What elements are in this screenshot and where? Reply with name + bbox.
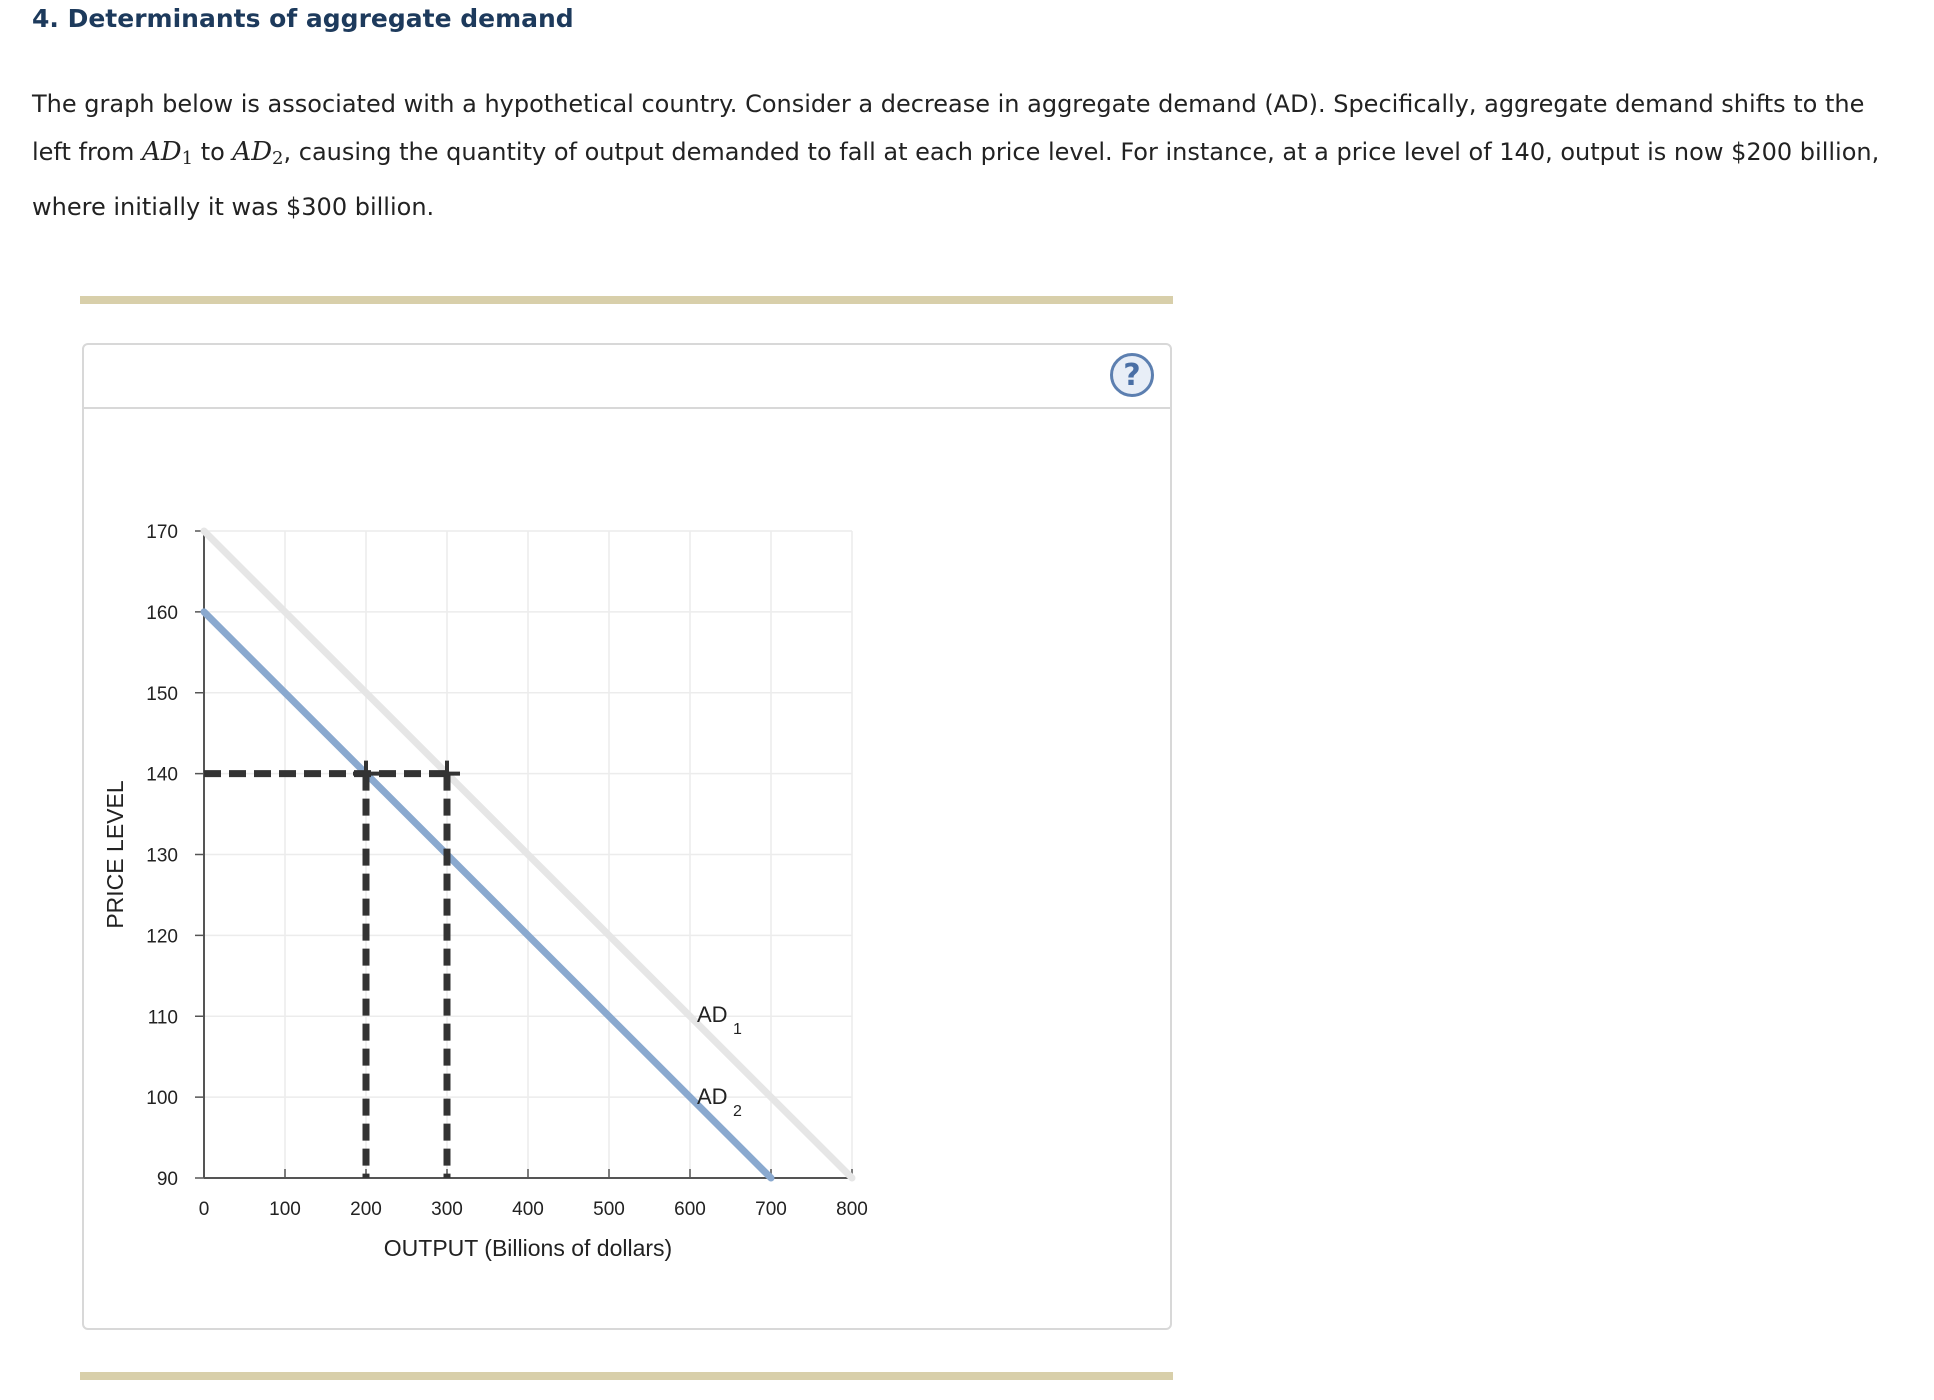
ad1-label: AD (697, 1002, 728, 1027)
intro-text-3: , causing the quantity of output demanded to fall at each price level. For instance, at a price level of 140, output is now $200 billion, where initially it was $300 billion. (32, 138, 1880, 221)
y-tick-label: 100 (146, 1088, 178, 1110)
ad1-label-subscript: 1 (733, 1021, 742, 1038)
x-tick-label: 400 (512, 1199, 544, 1220)
ad1-math: $AD_1$ (141, 137, 194, 169)
ad2-label: AD (697, 1084, 728, 1109)
y-axis-title: PRICE LEVEL (102, 780, 128, 929)
ad2-label-subscript: 2 (733, 1103, 742, 1120)
intro-text-1: The graph below is associated with a hypothetical country. Consider a decrease in aggregate demand (AD). Specifically, aggregate demand shifts to the left from (32, 90, 1865, 166)
x-tick-label: 500 (593, 1199, 625, 1220)
ad2-math: $AD_2$ (232, 137, 284, 169)
ad2-curve (204, 612, 771, 1178)
intro-text-2: to (193, 138, 233, 166)
help-icon[interactable]: ? (1110, 353, 1154, 397)
y-tick-label: 90 (156, 1169, 178, 1190)
x-tick-label: 600 (674, 1199, 706, 1220)
y-tick-label: 170 (146, 522, 178, 543)
y-tick-label: 150 (146, 683, 178, 705)
y-tick-label: 140 (146, 764, 178, 786)
x-tick-label: 700 (755, 1199, 787, 1220)
x-tick-label: 100 (269, 1199, 301, 1220)
y-tick-label: 110 (147, 1007, 178, 1029)
x-tick-label: 800 (836, 1199, 868, 1220)
x-tick-label: 0 (198, 1199, 210, 1220)
page-title: 4. Determinants of aggregate demand (32, 4, 574, 33)
y-tick-label: 160 (146, 602, 178, 624)
x-tick-label: 200 (350, 1199, 382, 1220)
y-tick-label: 130 (146, 845, 178, 867)
x-axis-title: OUTPUT (Billions of dollars) (383, 1235, 673, 1261)
x-tick-label: 300 (431, 1199, 463, 1220)
y-tick-label: 120 (146, 926, 178, 948)
